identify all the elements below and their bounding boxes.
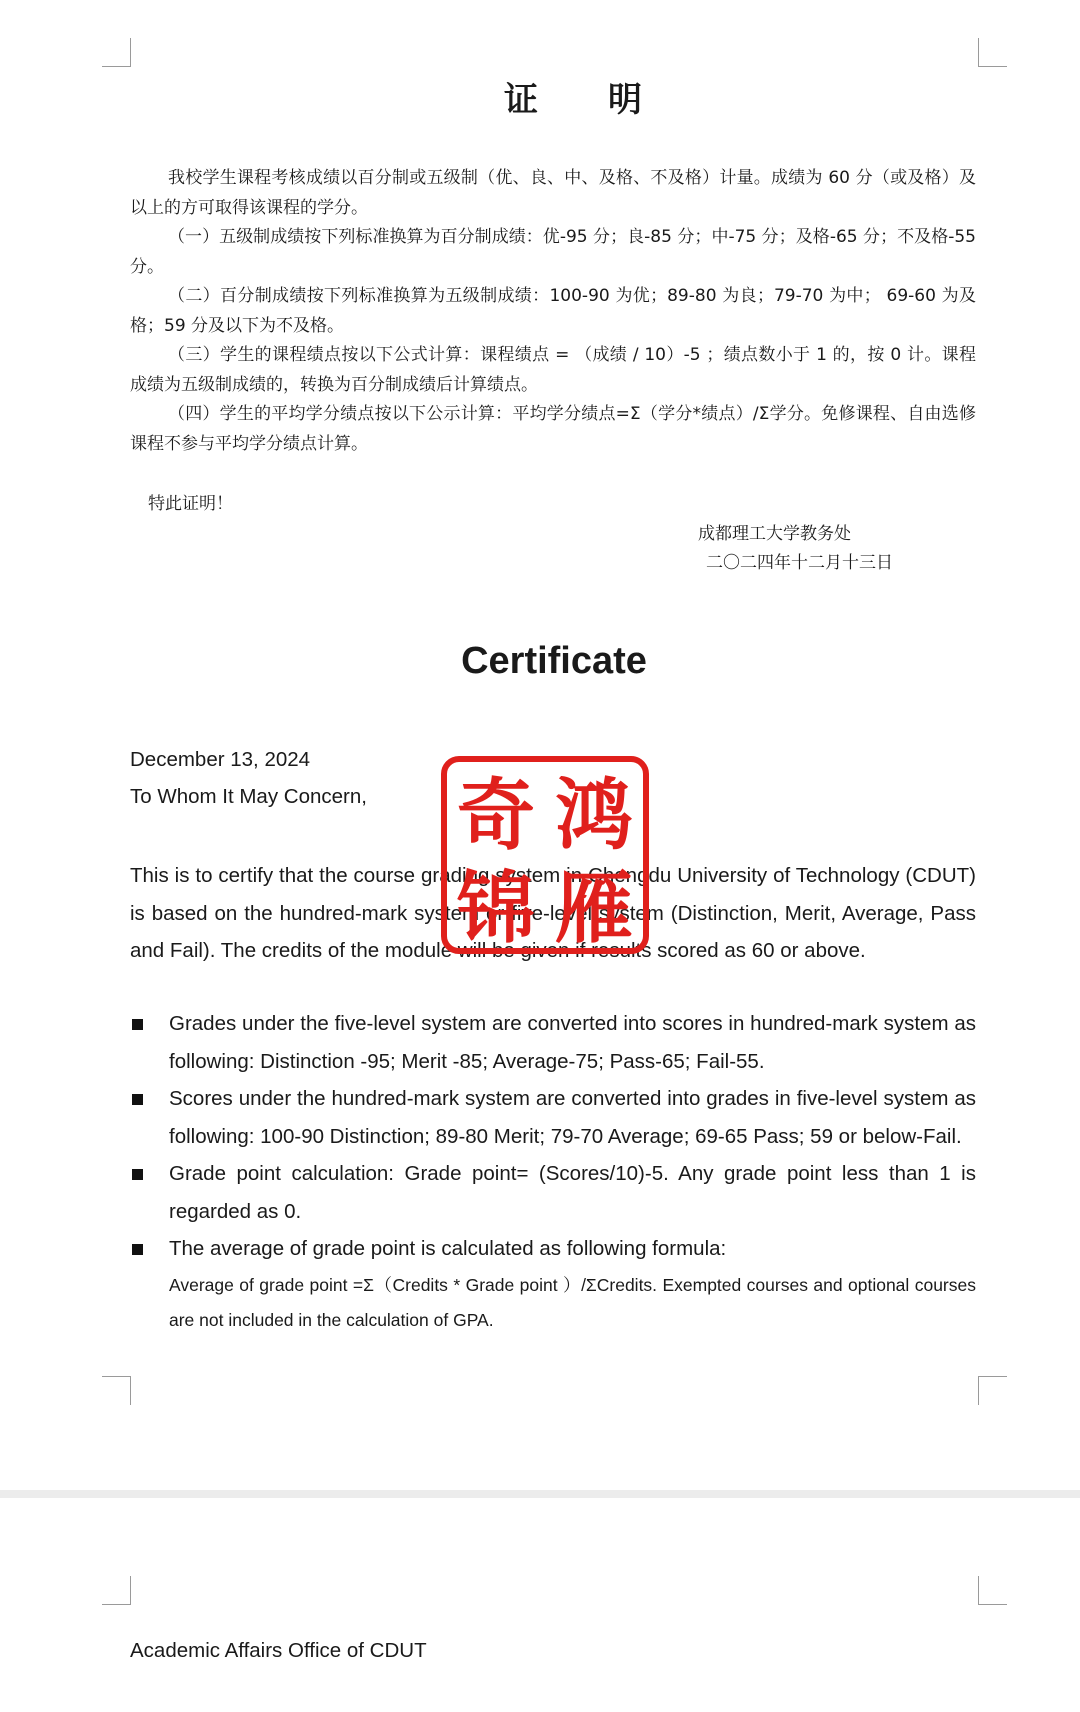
chinese-closing: 特此证明！ bbox=[148, 494, 233, 514]
bullet-item bbox=[130, 1155, 976, 1230]
bullet-item bbox=[130, 1230, 976, 1338]
english-bullet-list bbox=[130, 1005, 976, 1338]
page-corner-mark bbox=[102, 1376, 131, 1405]
stamp-char: 雁 bbox=[554, 862, 633, 954]
page-corner-mark bbox=[102, 38, 131, 67]
red-seal-stamp bbox=[441, 756, 649, 954]
bullet-item bbox=[130, 1005, 976, 1080]
stamp-char: 锦 bbox=[456, 862, 535, 954]
chinese-paragraph: （三）学生的课程绩点按以下公式计算：课程绩点 = （成绩 / 10）-5 ；绩点数小于 1 的，按 0 计。课程成绩为五级制成绩的，转换为百分制成绩后计算绩点。 bbox=[130, 345, 976, 395]
bullet-text: Scores under the hundred-mark system are converted into grades in five-level system as following: 100-90 Distinction; 89-80 Merit; 79-70 Average; 69-65 Pass; 59 or below-Fail. bbox=[169, 1087, 976, 1148]
page-corner-mark bbox=[978, 1576, 1007, 1605]
formula-text: Average of grade point =Σ（Credits * Grade point ）/ΣCredits. Exempted courses and optional courses are not included in the calculation of GPA. bbox=[169, 1274, 976, 1330]
chinese-date: 二〇二四年十二月十三日 bbox=[706, 553, 893, 573]
page-corner-mark bbox=[978, 38, 1007, 67]
bullet-text: Grades under the five-level system are converted into scores in hundred-mark system as following: Distinction -95; Merit -85; Average-75; Pass-65; Fail-55. bbox=[169, 1012, 976, 1073]
chinese-paragraph: （二）百分制成绩按下列标准换算为五级制成绩：100-90 为优；89-80 为良；79-70 为中； 69-60 为及格；59 分及以下为不及格。 bbox=[130, 286, 976, 336]
english-office-signature: Academic Affairs Office of CDUT bbox=[130, 1639, 427, 1662]
page-corner-mark bbox=[978, 1376, 1007, 1405]
bullet-square-icon bbox=[132, 1019, 143, 1030]
english-date: December 13, 2024 bbox=[130, 748, 311, 771]
chinese-paragraph: （四）学生的平均学分绩点按以下公示计算：平均学分绩点=Σ（学分*绩点）/Σ学分。免修课程、自由选修课程不参与平均学分绩点计算。 bbox=[130, 404, 976, 454]
english-title: Certificate bbox=[461, 640, 647, 682]
chinese-signature: 成都理工大学教务处 bbox=[698, 524, 851, 544]
chinese-title: 证明 bbox=[504, 80, 712, 120]
english-salutation: To Whom It May Concern, bbox=[130, 785, 367, 808]
chinese-paragraph: 我校学生课程考核成绩以百分制或五级制（优、良、中、及格、不及格）计量。成绩为 60 分（或及格）及以上的方可取得该课程的学分。 bbox=[130, 168, 976, 218]
page-corner-mark bbox=[102, 1576, 131, 1605]
bullet-text: Grade point calculation: Grade point= (Scores/10)-5. Any grade point less than 1 is regarded as 0. bbox=[169, 1162, 976, 1223]
document-page-2 bbox=[0, 1498, 1080, 1712]
bullet-square-icon bbox=[132, 1244, 143, 1255]
bullet-square-icon bbox=[132, 1094, 143, 1105]
bullet-text: The average of grade point is calculated as following formula: bbox=[169, 1237, 727, 1260]
stamp-char: 奇 bbox=[456, 769, 535, 861]
bullet-item bbox=[130, 1080, 976, 1155]
bullet-square-icon bbox=[132, 1169, 143, 1180]
english-paragraph: This is to certify that the course grading system in Chengdu University of Technology (CDUT) is based on the hundred-mark system or five-level system (Distinction, Merit, Average, Pass and Fail). The credits of the module will be given if results scored as 60 or above. bbox=[130, 864, 976, 962]
stamp-char: 鸿 bbox=[554, 769, 633, 861]
chinese-paragraph: （一）五级制成绩按下列标准换算为百分制成绩：优-95 分；良-85 分；中-75 分；及格-65 分；不及格-55 分。 bbox=[130, 227, 976, 277]
chinese-body bbox=[130, 164, 976, 459]
